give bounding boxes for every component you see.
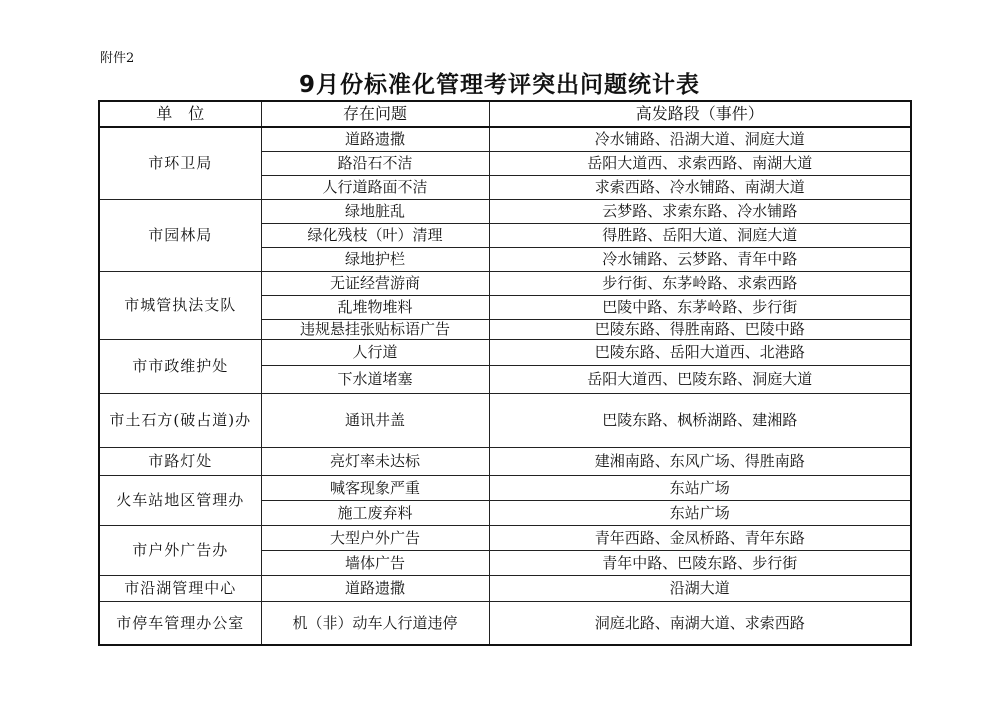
- issue-cell: 绿化残枝（叶）清理: [261, 223, 489, 247]
- issue-cell: 墙体广告: [261, 550, 489, 575]
- issue-cell: 路沿石不洁: [261, 151, 489, 175]
- issue-cell: 机（非）动车人行道违停: [261, 601, 489, 645]
- roads-cell: 东站广场: [489, 475, 911, 500]
- table-row: [99, 601, 911, 645]
- table-row: [99, 199, 911, 223]
- roads-cell: 青年西路、金凤桥路、青年东路: [489, 525, 911, 550]
- table-row: [99, 575, 911, 601]
- document-title: 9月份标准化管理考评突出问题统计表: [298, 72, 700, 98]
- unit-cell: 市环卫局: [99, 127, 261, 199]
- issue-cell: 道路遗撒: [261, 575, 489, 601]
- roads-cell: 巴陵东路、枫桥湖路、建湘路: [489, 393, 911, 447]
- header-roads: 高发路段（事件）: [489, 101, 911, 127]
- roads-cell: 巴陵中路、东茅岭路、步行街: [489, 295, 911, 319]
- roads-cell: 洞庭北路、南湖大道、求索西路: [489, 601, 911, 645]
- issue-cell: 绿地脏乱: [261, 199, 489, 223]
- table-row: [99, 525, 911, 550]
- table-row: [99, 339, 911, 365]
- statistics-table: [98, 100, 912, 646]
- unit-cell: 火车站地区管理办: [99, 475, 261, 525]
- roads-cell: 岳阳大道西、求索西路、南湖大道: [489, 151, 911, 175]
- unit-cell: 市土石方(破占道)办: [99, 393, 261, 447]
- roads-cell: 求索西路、冷水铺路、南湖大道: [489, 175, 911, 199]
- unit-cell: 市市政维护处: [99, 339, 261, 393]
- roads-cell: 巴陵东路、岳阳大道西、北港路: [489, 339, 911, 365]
- table-row: [99, 271, 911, 295]
- roads-cell: 冷水铺路、沿湖大道、洞庭大道: [489, 127, 911, 151]
- issue-cell: 乱堆物堆料: [261, 295, 489, 319]
- issue-cell: 喊客现象严重: [261, 475, 489, 500]
- issue-cell: 大型户外广告: [261, 525, 489, 550]
- issue-cell: 下水道堵塞: [261, 365, 489, 393]
- unit-cell: 市停车管理办公室: [99, 601, 261, 645]
- unit-cell: 市城管执法支队: [99, 271, 261, 339]
- issue-cell: 无证经营游商: [261, 271, 489, 295]
- roads-cell: 建湘南路、东风广场、得胜南路: [489, 447, 911, 475]
- table-row: [99, 447, 911, 475]
- roads-cell: 云梦路、求索东路、冷水铺路: [489, 199, 911, 223]
- roads-cell: 得胜路、岳阳大道、洞庭大道: [489, 223, 911, 247]
- unit-cell: 市沿湖管理中心: [99, 575, 261, 601]
- roads-cell: 步行街、东茅岭路、求索西路: [489, 271, 911, 295]
- roads-cell: 东站广场: [489, 500, 911, 525]
- header-issue: 存在问题: [261, 101, 489, 127]
- issue-cell: 人行道路面不洁: [261, 175, 489, 199]
- roads-cell: 沿湖大道: [489, 575, 911, 601]
- table-header-row: [99, 101, 911, 127]
- issue-cell: 人行道: [261, 339, 489, 365]
- table-row: [99, 127, 911, 151]
- issue-cell: 施工废弃料: [261, 500, 489, 525]
- roads-cell: 青年中路、巴陵东路、步行街: [489, 550, 911, 575]
- issue-cell: 绿地护栏: [261, 247, 489, 271]
- unit-cell: 市园林局: [99, 199, 261, 271]
- roads-cell: 岳阳大道西、巴陵东路、洞庭大道: [489, 365, 911, 393]
- issue-cell: 道路遗撒: [261, 127, 489, 151]
- table-body: [99, 127, 911, 645]
- issue-cell: 亮灯率未达标: [261, 447, 489, 475]
- issue-cell: 违规悬挂张贴标语广告: [261, 319, 489, 339]
- attachment-label: 附件2: [100, 51, 135, 66]
- table-row: [99, 393, 911, 447]
- table-row: [99, 475, 911, 500]
- header-unit: 单 位: [99, 101, 261, 127]
- issue-cell: 通讯井盖: [261, 393, 489, 447]
- unit-cell: 市户外广告办: [99, 525, 261, 575]
- roads-cell: 巴陵东路、得胜南路、巴陵中路: [489, 319, 911, 339]
- roads-cell: 冷水铺路、云梦路、青年中路: [489, 247, 911, 271]
- unit-cell: 市路灯处: [99, 447, 261, 475]
